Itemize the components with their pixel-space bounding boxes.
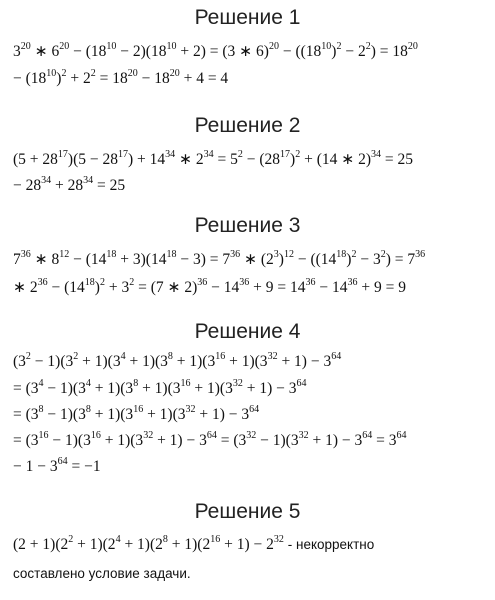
solution-5-note-inline: - некорректно [287,537,375,552]
solution-4-heading: Решение 4 [194,320,301,343]
solution-4-line-2: = $(3^4 - 1)(3^4 + 1)(3^8 + 1)(3^{16} + 1)(3^{32} + 1) - 3^{64}$ [13,378,307,397]
solution-5-formula: $(2 + 1)(2^2 + 1)(2^4 + 1)(2^8 + 1)(2^{16} + 1) - 2^{32}$ [13,534,284,553]
solution-5-heading: Решение 5 [194,500,301,523]
solution-3-line-1: $7^{36}$ ∗ $8^{12} - (14^{18} + 3)(14^{18} - 3) = 7^{36}$ ∗ $(2^3)^{12} - ((14^{18})^2 - 3^2) = 7^{36}$ [13,249,426,268]
solution-4-line-1: $(3^2 - 1)(3^2 + 1)(3^4 + 1)(3^8 + 1)(3^{16} + 1)(3^{32} + 1) - 3^{64}$ [13,351,342,370]
solution-2-heading: Решение 2 [194,114,301,137]
solution-4-line-4: = $(3^{16} - 1)(3^{16} + 1)(3^{32} + 1) - 3^{64} = (3^{32} - 1)(3^{32} + 1) - 3^{64} = 3^{64}$ [13,430,407,449]
solution-5-note-continued: составлено условие задачи. [13,566,191,581]
solution-3-heading: Решение 3 [194,214,301,237]
solution-1-line-2: − $(18^{10})^2 + 2^2 = 18^{20} - 18^{20} + 4 = 4$ [13,68,229,87]
solution-2-line-1: $(5 + 28^{17})(5 - 28^{17}) + 14^{34}$ ∗ $2^{34} = 5^2 - (28^{17})^2 + (14$ ∗ 2)$^{34}$ = 25 [13,149,414,168]
solution-4-line-5: − $1 - 3^{64} = -1$ [13,456,101,475]
solution-4-line-3: = $(3^8 - 1)(3^8 + 1)(3^{16} + 1)(3^{32} + 1) - 3^{64}$ [13,404,260,423]
solution-2-line-2: − $28^{34} + 28^{34} = 25$ [13,175,126,194]
solution-1-heading: Решение 1 [194,6,301,29]
solution-1-line-1: $3^{20}$ ∗ $6^{20} - (18^{10} - 2)(18^{10} + 2) = (3$ ∗ $6)^{20} - ((18^{10})^2 - 2^2) = 18^{20}$ [13,41,418,60]
solution-3-line-2: ∗ $2^{36} - (14^{18})^2 + 3^2 = (7$ ∗ $2)^{36} - 14^{36} + 9 = 14^{36} - 14^{36} + 9 = 9$ [13,277,406,296]
solution-5-line-1 [13,536,374,554]
